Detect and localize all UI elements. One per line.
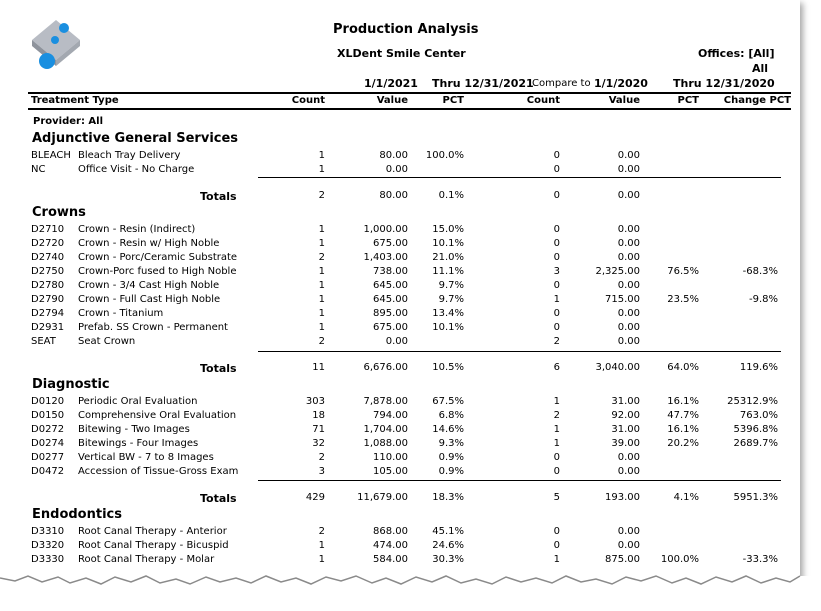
- cell-desc: Crown - Titanium: [78, 308, 164, 319]
- table-row: [0, 452, 800, 466]
- totals-label: Totals: [200, 492, 237, 505]
- table-row: [0, 280, 800, 294]
- cell-value: 868.00: [373, 526, 408, 537]
- cell-pct: 11.1%: [432, 266, 464, 277]
- cell-value2: 0.00: [617, 224, 640, 235]
- cell-count2: 1: [553, 294, 560, 305]
- col-pct-compare: PCT: [677, 95, 699, 106]
- torn-edge: [0, 572, 821, 611]
- total-pct2: 64.0%: [667, 362, 699, 373]
- cell-count2: 3: [553, 266, 560, 277]
- cell-count2: 0: [553, 452, 560, 463]
- total-count2: 5: [553, 492, 560, 503]
- cell-count2: 0: [553, 224, 560, 235]
- cell-count2: 0: [553, 526, 560, 537]
- header-rule-bottom: [28, 108, 791, 110]
- cell-desc: Root Canal Therapy - Molar: [78, 554, 215, 565]
- cell-count: 1: [318, 294, 325, 305]
- cell-value: 645.00: [373, 294, 408, 305]
- cell-pct2: 23.5%: [667, 294, 699, 305]
- cell-pct: 30.3%: [432, 554, 464, 565]
- total-value2: 193.00: [605, 492, 640, 503]
- cell-count: 1: [318, 266, 325, 277]
- cell-value2: 0.00: [617, 466, 640, 477]
- cell-code: D0150: [31, 410, 65, 421]
- cell-count: 32: [312, 438, 325, 449]
- cell-pct: 15.0%: [432, 224, 464, 235]
- cell-value2: 0.00: [617, 164, 640, 175]
- cell-value: 474.00: [373, 540, 408, 551]
- practice-name: XLDent Smile Center: [337, 47, 466, 60]
- cell-pct2: 20.2%: [667, 438, 699, 449]
- cell-pct2: 76.5%: [667, 266, 699, 277]
- cell-value2: 875.00: [605, 554, 640, 565]
- table-row: [0, 540, 800, 554]
- cell-code: D2720: [31, 238, 65, 249]
- cell-chg: -68.3%: [742, 266, 778, 277]
- cell-desc: Vertical BW - 7 to 8 Images: [78, 452, 214, 463]
- cell-count2: 1: [553, 396, 560, 407]
- compare-label: Compare to: [532, 78, 591, 89]
- cell-desc: Bitewings - Four Images: [78, 438, 199, 449]
- total-count2: 0: [553, 190, 560, 201]
- total-pct: 18.3%: [432, 492, 464, 503]
- compare-thru: Thru 12/31/2020: [673, 77, 775, 90]
- table-row: [0, 526, 800, 540]
- cell-value2: 0.00: [617, 150, 640, 161]
- total-value: 6,676.00: [363, 362, 408, 373]
- table-row: [0, 438, 800, 452]
- cell-desc: Seat Crown: [78, 336, 136, 347]
- total-value: 11,679.00: [357, 492, 408, 503]
- total-value2: 3,040.00: [595, 362, 640, 373]
- totals-separator: [258, 177, 781, 178]
- cell-pct: 45.1%: [432, 526, 464, 537]
- total-value2: 0.00: [617, 190, 640, 201]
- cell-count2: 2: [553, 410, 560, 421]
- cell-desc: Office Visit - No Charge: [78, 164, 195, 175]
- col-count-compare: Count: [526, 95, 560, 106]
- cell-pct: 9.7%: [438, 294, 464, 305]
- cell-desc: Bitewing - Two Images: [78, 424, 190, 435]
- totals-row: [0, 362, 800, 376]
- cell-value2: 0.00: [617, 452, 640, 463]
- cell-code: D2780: [31, 280, 65, 291]
- cell-value2: 31.00: [611, 424, 640, 435]
- table-row: [0, 252, 800, 266]
- cell-chg: 2689.7%: [733, 438, 778, 449]
- cell-code: D0277: [31, 452, 65, 463]
- cell-pct: 67.5%: [432, 396, 464, 407]
- cell-value: 645.00: [373, 280, 408, 291]
- total-chg: 5951.3%: [733, 492, 778, 503]
- cell-desc: Crown - Porc/Ceramic Substrate: [78, 252, 238, 263]
- cell-code: D3320: [31, 540, 65, 551]
- cell-desc: Periodic Oral Evaluation: [78, 396, 198, 407]
- cell-value2: 0.00: [617, 308, 640, 319]
- cell-chg: 25312.9%: [727, 396, 778, 407]
- totals-row: [0, 492, 800, 506]
- cell-desc: Crown - 3/4 Cast High Noble: [78, 280, 220, 291]
- cell-value: 80.00: [379, 150, 408, 161]
- cell-pct: 14.6%: [432, 424, 464, 435]
- cell-count: 1: [318, 280, 325, 291]
- cell-code: SEAT: [31, 336, 56, 347]
- cell-desc: Crown - Full Cast High Noble: [78, 294, 221, 305]
- total-pct: 10.5%: [432, 362, 464, 373]
- cell-value2: 0.00: [617, 322, 640, 333]
- total-count2: 6: [553, 362, 560, 373]
- report-title: Production Analysis: [333, 22, 479, 37]
- cell-count2: 2: [553, 336, 560, 347]
- cell-desc: Crown - Resin w/ High Noble: [78, 238, 220, 249]
- cell-value: 0.00: [385, 336, 408, 347]
- cell-pct: 100.0%: [425, 150, 464, 161]
- totals-separator: [258, 351, 781, 352]
- table-row: [0, 424, 800, 438]
- date-thru: Thru 12/31/2021: [432, 77, 534, 90]
- provider-label: Provider: All: [33, 116, 104, 127]
- cell-desc: Root Canal Therapy - Bicuspid: [78, 540, 229, 551]
- offices-filter: Offices: [All]: [698, 47, 775, 60]
- total-value: 80.00: [379, 190, 408, 201]
- table-row: [0, 164, 800, 178]
- cell-count: 71: [312, 424, 325, 435]
- cell-chg: 763.0%: [739, 410, 778, 421]
- header-rule-top: [28, 92, 791, 94]
- cell-count2: 0: [553, 322, 560, 333]
- cell-code: D2740: [31, 252, 65, 263]
- cell-value: 7,878.00: [363, 396, 408, 407]
- compare-from: 1/1/2020: [594, 77, 648, 90]
- totals-label: Totals: [200, 362, 237, 375]
- cell-value2: 0.00: [617, 540, 640, 551]
- cell-count: 1: [318, 164, 325, 175]
- table-row: [0, 554, 800, 568]
- cell-count2: 1: [553, 424, 560, 435]
- cell-code: D2790: [31, 294, 65, 305]
- total-count: 11: [312, 362, 325, 373]
- cell-code: D2931: [31, 322, 65, 333]
- cell-value: 895.00: [373, 308, 408, 319]
- table-row: [0, 224, 800, 238]
- cell-count: 2: [318, 526, 325, 537]
- cell-count2: 1: [553, 438, 560, 449]
- cell-count: 303: [305, 396, 325, 407]
- col-count: Count: [291, 95, 325, 106]
- cell-code: D3330: [31, 554, 65, 565]
- total-count: 2: [318, 190, 325, 201]
- cell-pct: 9.3%: [438, 438, 464, 449]
- section-title: Crowns: [32, 205, 86, 220]
- totals-separator: [258, 480, 781, 481]
- cell-count: 1: [318, 238, 325, 249]
- cell-code: D0272: [31, 424, 65, 435]
- cell-chg: -33.3%: [742, 554, 778, 565]
- date-from: 1/1/2021: [364, 77, 418, 90]
- cell-count2: 0: [553, 252, 560, 263]
- cell-code: D2710: [31, 224, 65, 235]
- cell-count: 3: [318, 466, 325, 477]
- table-row: [0, 336, 800, 350]
- cell-code: BLEACH: [31, 150, 71, 161]
- table-row: [0, 266, 800, 280]
- cell-pct: 21.0%: [432, 252, 464, 263]
- totals-row: [0, 190, 800, 204]
- table-row: [0, 150, 800, 164]
- cell-count: 1: [318, 308, 325, 319]
- cell-count: 1: [318, 322, 325, 333]
- cell-count: 1: [318, 540, 325, 551]
- section-title: Diagnostic: [32, 377, 110, 392]
- cell-count2: 0: [553, 238, 560, 249]
- table-row: [0, 238, 800, 252]
- cell-pct2: 47.7%: [667, 410, 699, 421]
- total-chg: 119.6%: [739, 362, 778, 373]
- cell-code: D0472: [31, 466, 65, 477]
- cell-value: 1,704.00: [363, 424, 408, 435]
- cell-code: NC: [31, 164, 46, 175]
- cell-value: 794.00: [373, 410, 408, 421]
- cell-value: 738.00: [373, 266, 408, 277]
- cell-pct: 0.9%: [438, 452, 464, 463]
- cell-pct: 24.6%: [432, 540, 464, 551]
- cell-count2: 0: [553, 280, 560, 291]
- cell-pct: 9.7%: [438, 280, 464, 291]
- cell-desc: Crown - Resin (Indirect): [78, 224, 196, 235]
- cell-desc: Comprehensive Oral Evaluation: [78, 410, 237, 421]
- table-row: [0, 322, 800, 336]
- cell-pct: 10.1%: [432, 322, 464, 333]
- section-title: Endodontics: [32, 507, 122, 522]
- cell-value: 1,000.00: [363, 224, 408, 235]
- cell-count: 18: [312, 410, 325, 421]
- cell-desc: Accession of Tissue-Gross Exam: [78, 466, 239, 477]
- cell-value: 675.00: [373, 238, 408, 249]
- cell-pct: 0.9%: [438, 466, 464, 477]
- cell-pct2: 16.1%: [667, 396, 699, 407]
- cell-chg: -9.8%: [748, 294, 778, 305]
- cell-value: 0.00: [385, 164, 408, 175]
- table-row: [0, 294, 800, 308]
- cell-desc: Root Canal Therapy - Anterior: [78, 526, 227, 537]
- col-pct: PCT: [442, 95, 464, 106]
- total-pct: 0.1%: [438, 190, 464, 201]
- practice-logo: [30, 16, 82, 72]
- offices-all: All: [752, 62, 769, 75]
- cell-count2: 0: [553, 540, 560, 551]
- cell-code: D3310: [31, 526, 65, 537]
- col-value-compare: Value: [608, 95, 640, 106]
- cell-pct: 6.8%: [438, 410, 464, 421]
- cell-value2: 0.00: [617, 238, 640, 249]
- col-treatment-type: Treatment Type: [31, 95, 119, 106]
- cell-count: 2: [318, 452, 325, 463]
- cell-value2: 0.00: [617, 526, 640, 537]
- cell-desc: Bleach Tray Delivery: [78, 150, 181, 161]
- cell-pct2: 100.0%: [660, 554, 699, 565]
- table-row: [0, 308, 800, 322]
- cell-count2: 0: [553, 466, 560, 477]
- totals-label: Totals: [200, 190, 237, 203]
- cell-code: D2750: [31, 266, 65, 277]
- cell-count: 2: [318, 252, 325, 263]
- cell-value: 110.00: [373, 452, 408, 463]
- cell-pct: 10.1%: [432, 238, 464, 249]
- cell-count2: 1: [553, 554, 560, 565]
- cell-value2: 715.00: [605, 294, 640, 305]
- cell-value: 105.00: [373, 466, 408, 477]
- cell-desc: Crown-Porc fused to High Noble: [78, 266, 237, 277]
- table-row: [0, 466, 800, 480]
- cell-value2: 0.00: [617, 336, 640, 347]
- cell-count: 1: [318, 150, 325, 161]
- cell-code: D0274: [31, 438, 65, 449]
- col-value: Value: [376, 95, 408, 106]
- cell-value2: 92.00: [611, 410, 640, 421]
- cell-value: 584.00: [373, 554, 408, 565]
- total-pct2: 4.1%: [673, 492, 699, 503]
- cell-value: 1,088.00: [363, 438, 408, 449]
- cell-value2: 31.00: [611, 396, 640, 407]
- table-row: [0, 410, 800, 424]
- cell-value2: 0.00: [617, 252, 640, 263]
- cell-pct: 13.4%: [432, 308, 464, 319]
- section-title: Adjunctive General Services: [32, 131, 239, 146]
- cell-code: D2794: [31, 308, 65, 319]
- total-count: 429: [305, 492, 325, 503]
- cell-desc: Prefab. SS Crown - Permanent: [78, 322, 228, 333]
- col-change-pct: Change PCT: [723, 95, 791, 106]
- cell-count: 1: [318, 224, 325, 235]
- cell-count2: 0: [553, 308, 560, 319]
- cell-value: 675.00: [373, 322, 408, 333]
- cell-count2: 0: [553, 164, 560, 175]
- cell-value: 1,403.00: [363, 252, 408, 263]
- cell-value2: 0.00: [617, 280, 640, 291]
- table-row: [0, 396, 800, 410]
- cell-chg: 5396.8%: [733, 424, 778, 435]
- cell-code: D0120: [31, 396, 65, 407]
- cell-count: 1: [318, 554, 325, 565]
- cell-count2: 0: [553, 150, 560, 161]
- cell-value2: 2,325.00: [595, 266, 640, 277]
- cell-value2: 39.00: [611, 438, 640, 449]
- cell-pct2: 16.1%: [667, 424, 699, 435]
- cell-count: 2: [318, 336, 325, 347]
